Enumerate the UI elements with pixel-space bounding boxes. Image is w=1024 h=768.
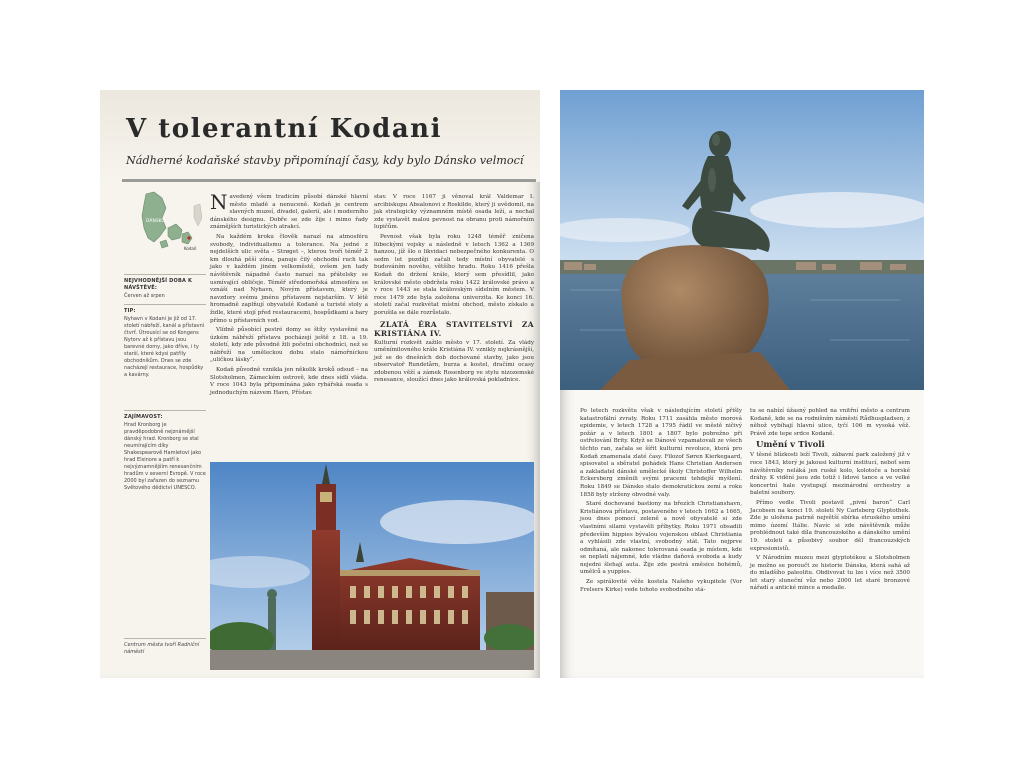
best-time-value: Červen až srpen: [124, 293, 165, 299]
little-mermaid-photo: [560, 90, 924, 390]
tip-text: Nyhavn v Kodani je již od 17. století nábřeží, kanál a přístavní čtvrť. Útrousící se od Kongens Nytorv až k přístavu jsou barevné domy, jako dříve, i ty starší, které kdysi patřily obchodníkům. Dnes se zde nacházejí restaurace, hospůdky a kavárny.: [124, 316, 205, 378]
paragraph: V Národním muzeu mezi glyptotékou a Slotsholmen je možno se poroučt ze historie Dánska, která sahá až do mladšího paleolitu. Obdivovat tu lze i více než 3500 let starý sluneční vůz nebo 2000 let staré bronzové nářadí a antické mince a medaile.: [750, 555, 910, 592]
info-sidebar: [124, 188, 206, 670]
paragraph: stav. V roce 1167 ji věnoval král Valdemar I. arcibiskupu Absalonovi z Roskilde, který ji uvědomil, na jak strategicky významném místě osada leží, a nechal zde vystavět malou pevnost na obranu proti námořním lupičům.: [374, 194, 534, 231]
tip-label: TIP:: [124, 308, 136, 314]
paragraph: Kodaň původně vznikla jen několik kroků odsud – na Slotsholmen, Zámeckém ostrově, kde dnes sídlí vláda. V roce 1043 byla připomínána jako rybářská osada s jednoduchým názvem Havn, Přístav.: [210, 367, 368, 396]
sidebar-divider: [124, 638, 206, 639]
page-subtitle: Nádherné kodaňské stavby připomínají časy, kdy bylo Dánsko velmocí: [126, 154, 524, 167]
article-column-2: [374, 194, 534, 387]
map-city-label: Kodaň: [184, 246, 197, 251]
article-column-4: [750, 408, 910, 595]
paragraph: Navedený všem tradicím působí dánské hlavní město mladě a nenuceně. Kodaň je centrem slavných muzeí, divadel, galerií, ale i moderního dánského designu. Dobře se zde žije i mimo řady známějších turistických atrakcí.: [210, 190, 368, 231]
header-rule: [122, 179, 536, 182]
photo-caption: Centrum města tvoří Radniční náměstí: [124, 642, 200, 655]
paragraph: Staré dochované bastiony na březích Christianshavn, Kristiánova přístavu, postaveného v letech 1662 a 1665, jsou dnes pomocí zeleně a nově obyvatelé si zde vlastními silami vystavěli příbytky. Roku 1971 obsadili především hippies bývalou vojenskou oblast Christiania a vyhlásili zde vlastní, svobodný stát. Tato nejprve odmítaná, ale nakonec tolerovaná osada je místem, kde se neplatí nájemné, kde vládne daňová svoboda a kudy nejedni šlehají auta. Žije zde pestrá směsice bohémů, umělců a yuppies.: [580, 501, 742, 576]
sidebar-divider: [124, 410, 206, 411]
copenhagen-marker-icon: [187, 236, 190, 239]
article-column-1: [210, 190, 368, 399]
paragraph: Vlídně působící pestré domy se štíty vystavěné na úzkém nábřeží přístavu pocházejí ještě z 18. a 19. století, kdy zde původně žili početní obchodníci, než se nábřeží na uměleckou dobu stalo námořníckou „uličkou lásky“.: [210, 327, 368, 364]
paragraph: Přímo vedle Tivoli postavil „pivní baron“ Carl Jacobsen na konci 19. století Ny Carlsberg Glyptothek. Zde je uložena patrně největší sbírka etruského umění mimo území Itálie. Navíc si zde návštěvník může prohlédnout také díla francouzského a dánského umění 19. století a působivý soubor děl francouzských expresionistů.: [750, 499, 910, 552]
sidebar-divider: [124, 304, 206, 305]
dropcap: N: [210, 190, 228, 214]
best-time-label: NEJVHODNĚJŠÍ DOBA K NÁVŠTĚVĚ:: [124, 278, 193, 291]
paragraph: Na každém kroku člověk narazí na atmosféru svobody, individualismu a tolerance. Na jedné z nejdelších ulic světa – Strøget –, kterou tvoří téměř 2 km dlouhá pěší zóna, panuje čilý obchodní ruch tak jako v každém jiném velkoměstě, ovšem jen tady návštěvník nápadně často narazí na přátelsky se usmívající obličeje. Téměř středomořská atmosféra se vznáší nad Nyhavn, Novým přístavem, který je navzdory svému jménu přístavem nejstarším. V létě hromadně zaplňují obyvatelé Kodaně a turisté stoly a židle, které stojí před restauracemi, hospůdkami a bary přímo u přístavních vod.: [210, 233, 368, 324]
section-heading: Umění v Tivoli: [756, 440, 825, 451]
right-page: [560, 90, 924, 678]
paragraph: V těsné blízkosti leží Tivoli, zábavní park založený již v roce 1843, který je jakousi kulturní institucí, neboť sem návštěvníky neláká jen ruské kolo, kolotoče a horské dráhy. K vidění jsou zde totiž i lidové tance a ve velké koncertní hale vystupují mezinárodní orchestry a baletní soubory.: [750, 452, 910, 497]
city-hall-photo: [210, 462, 534, 670]
paragraph: Pevnost však byla roku 1248 téměř zničena lübeckými vojsky a následně v letech 1362 a 1369 hanzou, jíž šlo o likvidaci nebezpečného konkurenta. O sedm let později začali tedy místní obyvatelé s budováním nového, většího hradu. Roku 1416 přešla Kodaň do držení krále, který sem přesídlil, jako královské město obdržela roku 1422 královské právo a v roce 1443 se stala královským sídelním městem. V roce 1479 zde byla založena univerzita. Ke konci 16. století začal rozkvétat místní obchod, město získalo a porušila se dále rozrůstalo.: [374, 233, 534, 316]
denmark-map-icon: [132, 188, 202, 268]
article-column-3: [580, 408, 742, 596]
map-country-label: DÁNSKO: [146, 219, 165, 224]
section-heading: ZLATÁ ÉRA STAVITELSTVÍ ZA KRISTIÁNA IV.: [374, 319, 534, 338]
note-label: ZAJÍMAVOST:: [124, 414, 163, 420]
paragraph: Ze spirálovité věže kostela Našeho vykupitele (Vor Frelsers Kirke) vede tohoto svobodného stá-: [580, 579, 742, 593]
page-title: V tolerantní Kodani: [126, 114, 442, 144]
book-spread: [100, 90, 924, 678]
left-page: [100, 90, 540, 678]
paragraph: tu se nabízí úžasný pohled na vnitřní město a centrum Kodaně, kde se na rodnišním náměstí Rådhuspladsen, z něhož vybíhají hlavní ulice, tyčí 106 m vysoká věž. Právě zde tepe srdce Kodaně.: [750, 408, 910, 437]
sidebar-divider: [124, 274, 206, 275]
paragraph: Po letech rozkvětu však v následujícím století přišly katastrofální zvraty. Roku 1711 zasáhla město morová epidemie, v letech 1728 a 1795 řádil ve městě ničivý požár a v letech 1801 a 1807 bylo pobrežno při ostřelování Brity. Když se Dánové vzpamatovali ze všech těchto ran, začala se šířit kulturní revoluce, která pro Kodaň znamenala zlaté časy. Filozof Søren Kierkegaard, spisovatel a sběratel pohádek Hans Christian Andersen a zakladatel dánské umělecké školy Christoffer Wilhelm Eckersberg změnili svými pracemi tehdejší myšlení. Roku 1849 se Dánsko stalo demokratickou zemí a roku 1858 byly strženy obvodné valy.: [580, 408, 742, 498]
note-text: Hrad Kronborg je pravděpodobně nejznámější dánský hrad. Kronborg se stal neumírajícím díky Shakespearově Hamletovi jako hrad Elsinore a patří k nejvýznamnějším renesančním hradům v severní Evropě. V roce 2000 byl zařazen do seznamu Světového dědictví UNESCO.: [124, 422, 206, 491]
paragraph: Kulturní rozkvět zažilo město v 17. století. Za vlády uměnímilovného krále Kristiána IV. vznikly nejkrásnější, jež se do dnešních dob dochované stavby, jako jsou observatoř Rundetårn, burza a kostel, dračími ocasy zdobenou věží a zámek Rosenborg ve stylu nizozemské renesance, sloužící dnes jako královská pokladnice.: [374, 339, 534, 384]
